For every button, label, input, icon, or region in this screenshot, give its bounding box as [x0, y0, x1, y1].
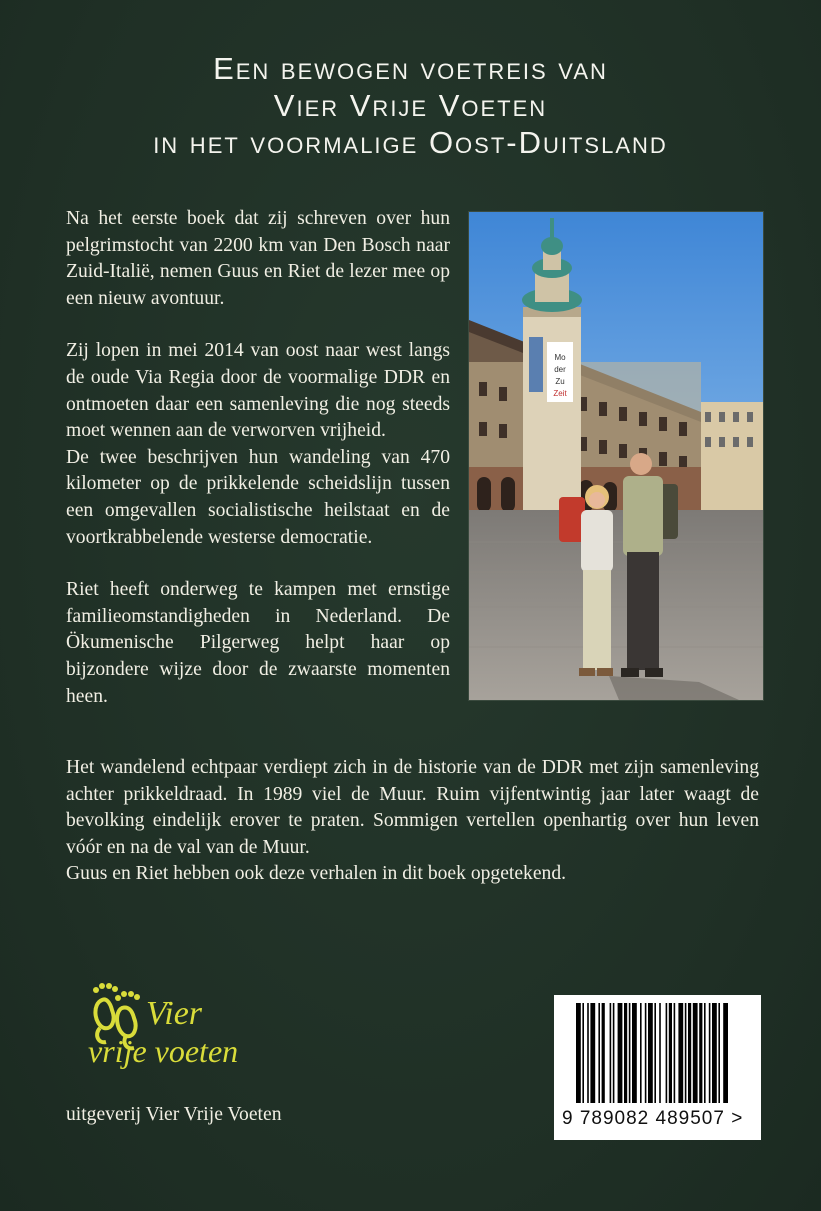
title-line-3: in het voormalige Oost-Duitsland: [153, 125, 668, 160]
isbn-number: 9 789082 489507: [562, 1108, 725, 1129]
cover-title: [0, 50, 821, 161]
svg-text:der: der: [554, 365, 566, 374]
title-line-2: Vier Vrije Voeten: [273, 88, 548, 123]
tower-sign: Mo: [554, 353, 566, 362]
publisher-logo: [82, 972, 302, 1072]
publisher-name: uitgeverij Vier Vrije Voeten: [66, 1104, 282, 1125]
barcode: [554, 995, 761, 1140]
intro-paragraph-1: Na het eerste boek dat zij schreven over hun pelgrimstocht van 2200 km van Den Bosch naar Zuid-Italië, nemen Guus en Riet de lezer mee op een nieuw avontuur.: [66, 208, 450, 309]
story-paragraph-2: Guus en Riet hebben ook deze verhalen in dit boek opgetekend.: [66, 863, 567, 885]
story-text-block: [66, 755, 759, 888]
intro-paragraph-4: Riet heeft onderweg te kampen met ernstige familieomstandigheden in Nederland. De Ökumenische Pilgerweg helpt haar op bijzondere wijze door de zwaarste momenten heen.: [66, 579, 450, 707]
intro-paragraph-3: De twee beschrijven hun wandeling van 470 kilometer op de prikkelende scheidslijn tussen een omgevallen socialistische heilstaat en de voortkrabbelende westerse democratie.: [66, 446, 450, 548]
logo-line-1: Vier: [146, 995, 203, 1032]
cover-photo: [469, 212, 763, 700]
story-paragraph-1: Het wandelend echtpaar verdiept zich in de historie van de DDR met zijn samenleving achter prikkeldraad. In 1989 viel de Muur. Ruim vijfentwintig jaar later waagt de bevolking eindelijk erover te praten. Sommigen vertellen openhartig over hun leven vóór en na de val van de Muur.: [66, 757, 759, 858]
barcode-arrow: >: [731, 1108, 744, 1129]
barcode-number: [562, 1108, 757, 1130]
svg-text:Zeit: Zeit: [553, 389, 567, 398]
svg-text:Zu: Zu: [555, 377, 565, 386]
intro-text-column: [66, 206, 450, 710]
logo-line-2: vrije voeten: [88, 1033, 239, 1069]
intro-paragraph-2: Zij lopen in mei 2014 van oost naar west langs de oude Via Regia door de voormalige DDR en ontmoeten daar een samenleving die nog steeds moet wennen aan de verworven vrijheid.: [66, 340, 450, 442]
title-line-1: Een bewogen voetreis van: [213, 51, 608, 86]
